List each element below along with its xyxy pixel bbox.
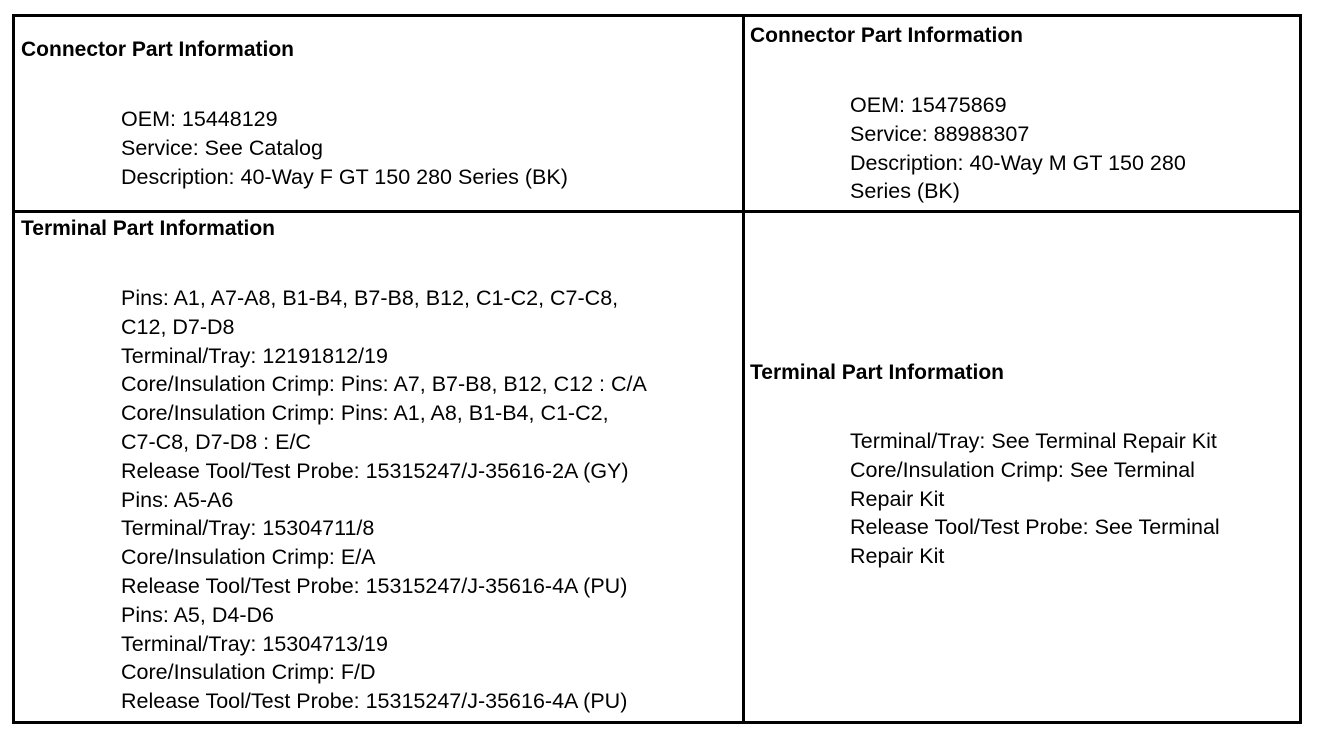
release-tool: Release Tool/Test Probe: 15315247/J-35616-4A (PU)	[121, 689, 628, 714]
connector-heading-left: Connector Part Information	[21, 38, 295, 61]
pins-line: Pins: A5, D4-D6	[121, 602, 274, 627]
release-tool-continued: Repair Kit	[850, 544, 945, 569]
pins-line: Pins: A5-A6	[121, 487, 234, 512]
connector-info-cell-left	[15, 17, 745, 213]
core-insulation-crimp: Core/Insulation Crimp: Pins: A7, B7-B8, B12, C12 : C/A	[121, 372, 647, 397]
oem-number: OEM: 15475869	[850, 93, 1007, 117]
terminal-tray: Terminal/Tray: 12191812/19	[121, 343, 388, 368]
connector-info-cell-right	[745, 17, 1299, 213]
connector-info-table	[12, 14, 1302, 724]
core-insulation-crimp: Core/Insulation Crimp: E/A	[121, 545, 376, 570]
service-number: Service: See Catalog	[121, 135, 323, 160]
terminal-tray: Terminal/Tray: 15304713/19	[121, 631, 388, 656]
terminal-details-left	[121, 284, 741, 716]
description-continued: Series (BK)	[850, 179, 960, 204]
connector-heading-right: Connector Part Information	[750, 24, 1024, 47]
release-tool: Release Tool/Test Probe: See Terminal	[850, 515, 1220, 540]
release-tool: Release Tool/Test Probe: 15315247/J-35616-2A (GY)	[121, 458, 629, 483]
terminal-tray: Terminal/Tray: 15304711/8	[121, 516, 375, 541]
core-insulation-crimp-continued: C7-C8, D7-D8 : E/C	[121, 429, 311, 454]
core-insulation-crimp: Core/Insulation Crimp: See Terminal	[850, 457, 1195, 482]
pins-line-continued: C12, D7-D8	[121, 314, 235, 339]
release-tool: Release Tool/Test Probe: 15315247/J-35616-4A (PU)	[121, 573, 628, 598]
terminal-heading-left: Terminal Part Information	[21, 217, 275, 240]
core-insulation-crimp: Core/Insulation Crimp: Pins: A1, A8, B1-B4, C1-C2,	[121, 401, 609, 426]
service-number: Service: 88988307	[850, 121, 1030, 146]
core-insulation-crimp-continued: Repair Kit	[850, 486, 945, 511]
terminal-tray: Terminal/Tray: See Terminal Repair Kit	[850, 429, 1217, 453]
oem-number: OEM: 15448129	[121, 107, 278, 131]
core-insulation-crimp: Core/Insulation Crimp: F/D	[121, 660, 376, 685]
pins-line: Pins: A1, A7-A8, B1-B4, B7-B8, B12, C1-C2, C7-C8,	[121, 286, 619, 310]
terminal-heading-right: Terminal Part Information	[750, 361, 1004, 384]
description: Description: 40-Way F GT 150 280 Series (BK)	[121, 164, 568, 189]
terminal-info-cell-left	[15, 213, 745, 721]
terminal-info-cell-right	[745, 213, 1299, 721]
connector-details-left	[121, 105, 731, 191]
connector-details-right	[850, 91, 1290, 206]
terminal-details-right	[850, 427, 1300, 571]
description: Description: 40-Way M GT 150 280	[850, 150, 1186, 175]
